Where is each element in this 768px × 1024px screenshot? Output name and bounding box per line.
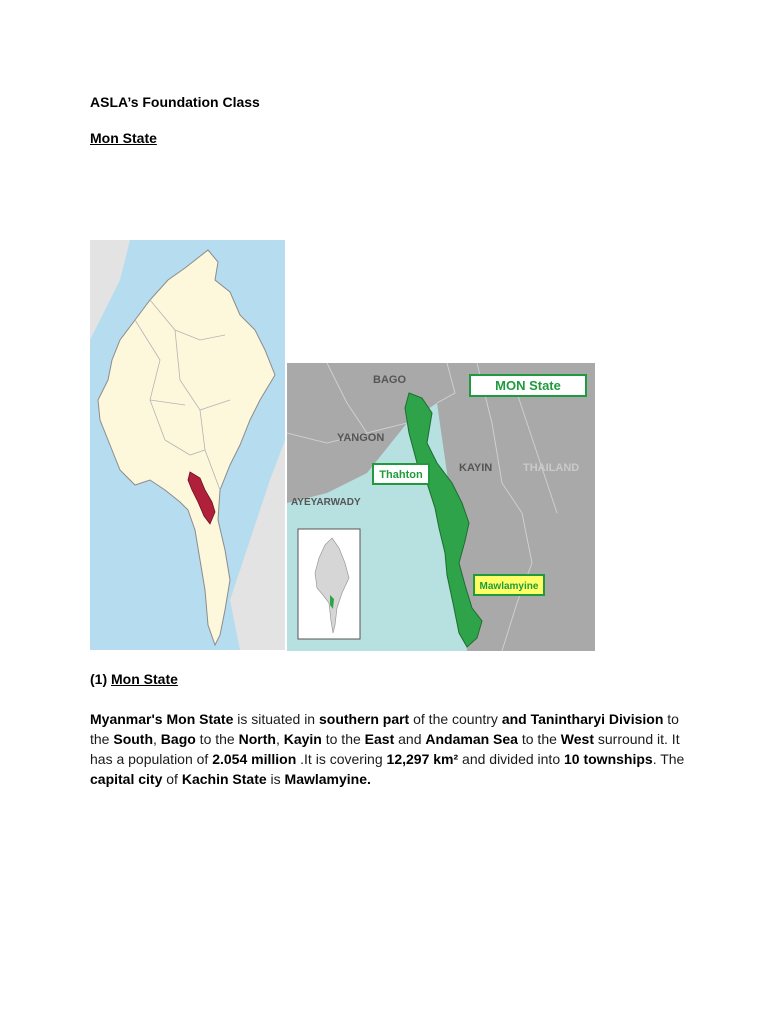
- label-ayeyarwady: AYEYARWADY: [291, 497, 361, 508]
- text-bold: southern part: [318, 711, 410, 727]
- myanmar-locator-map: [90, 240, 285, 650]
- document-title: ASLA’s Foundation Class: [90, 94, 260, 110]
- text: ,: [153, 731, 161, 747]
- text-bold: 2.054 million: [212, 751, 297, 767]
- text-bold: South: [113, 731, 154, 747]
- text: . The: [652, 751, 685, 767]
- text: of: [162, 771, 182, 787]
- section-title: Mon State: [90, 130, 157, 146]
- subheading-title: Mon State: [111, 671, 178, 687]
- subheading: [90, 671, 178, 687]
- text: to the: [195, 731, 239, 747]
- description-paragraph: [90, 709, 690, 789]
- text: to the: [321, 731, 365, 747]
- text: ,: [275, 731, 284, 747]
- text: is: [266, 771, 285, 787]
- text-bold: East: [364, 731, 395, 747]
- label-thailand: THAILAND: [523, 462, 580, 474]
- subheading-number: (1): [90, 671, 108, 687]
- text-bold: Bago: [160, 731, 196, 747]
- text-bold: 10 townships: [564, 751, 653, 767]
- text-bold: and Tanintharyi Division: [501, 711, 664, 727]
- text: to the: [517, 731, 561, 747]
- text: and divided into: [458, 751, 564, 767]
- label-yangon: YANGON: [337, 432, 385, 444]
- mon-state-label: MON State: [495, 378, 561, 393]
- text-bold: Myanmar's Mon State: [90, 711, 234, 727]
- text: and: [394, 731, 426, 747]
- text-bold: Kayin: [283, 731, 322, 747]
- text-bold: Mawlamyine.: [284, 771, 371, 787]
- text: of the country: [409, 711, 502, 727]
- mawlamyine-label: Mawlamyine: [479, 581, 539, 592]
- text-bold: Kachin State: [181, 771, 267, 787]
- thahton-label: Thahton: [379, 469, 423, 481]
- text: is situated in: [233, 711, 319, 727]
- text-bold: Andaman Sea: [425, 731, 518, 747]
- text: .It is covering: [296, 751, 387, 767]
- label-kayin: KAYIN: [459, 462, 493, 474]
- text-bold: 12,297 km²: [386, 751, 459, 767]
- label-bago: BAGO: [373, 374, 406, 386]
- mon-state-regional-map: [287, 363, 595, 651]
- text: to the: [90, 711, 679, 747]
- text-bold: West: [560, 731, 594, 747]
- text-bold: North: [238, 731, 276, 747]
- text-bold: capital city: [90, 771, 163, 787]
- text: surround it. It has a population of: [90, 731, 680, 767]
